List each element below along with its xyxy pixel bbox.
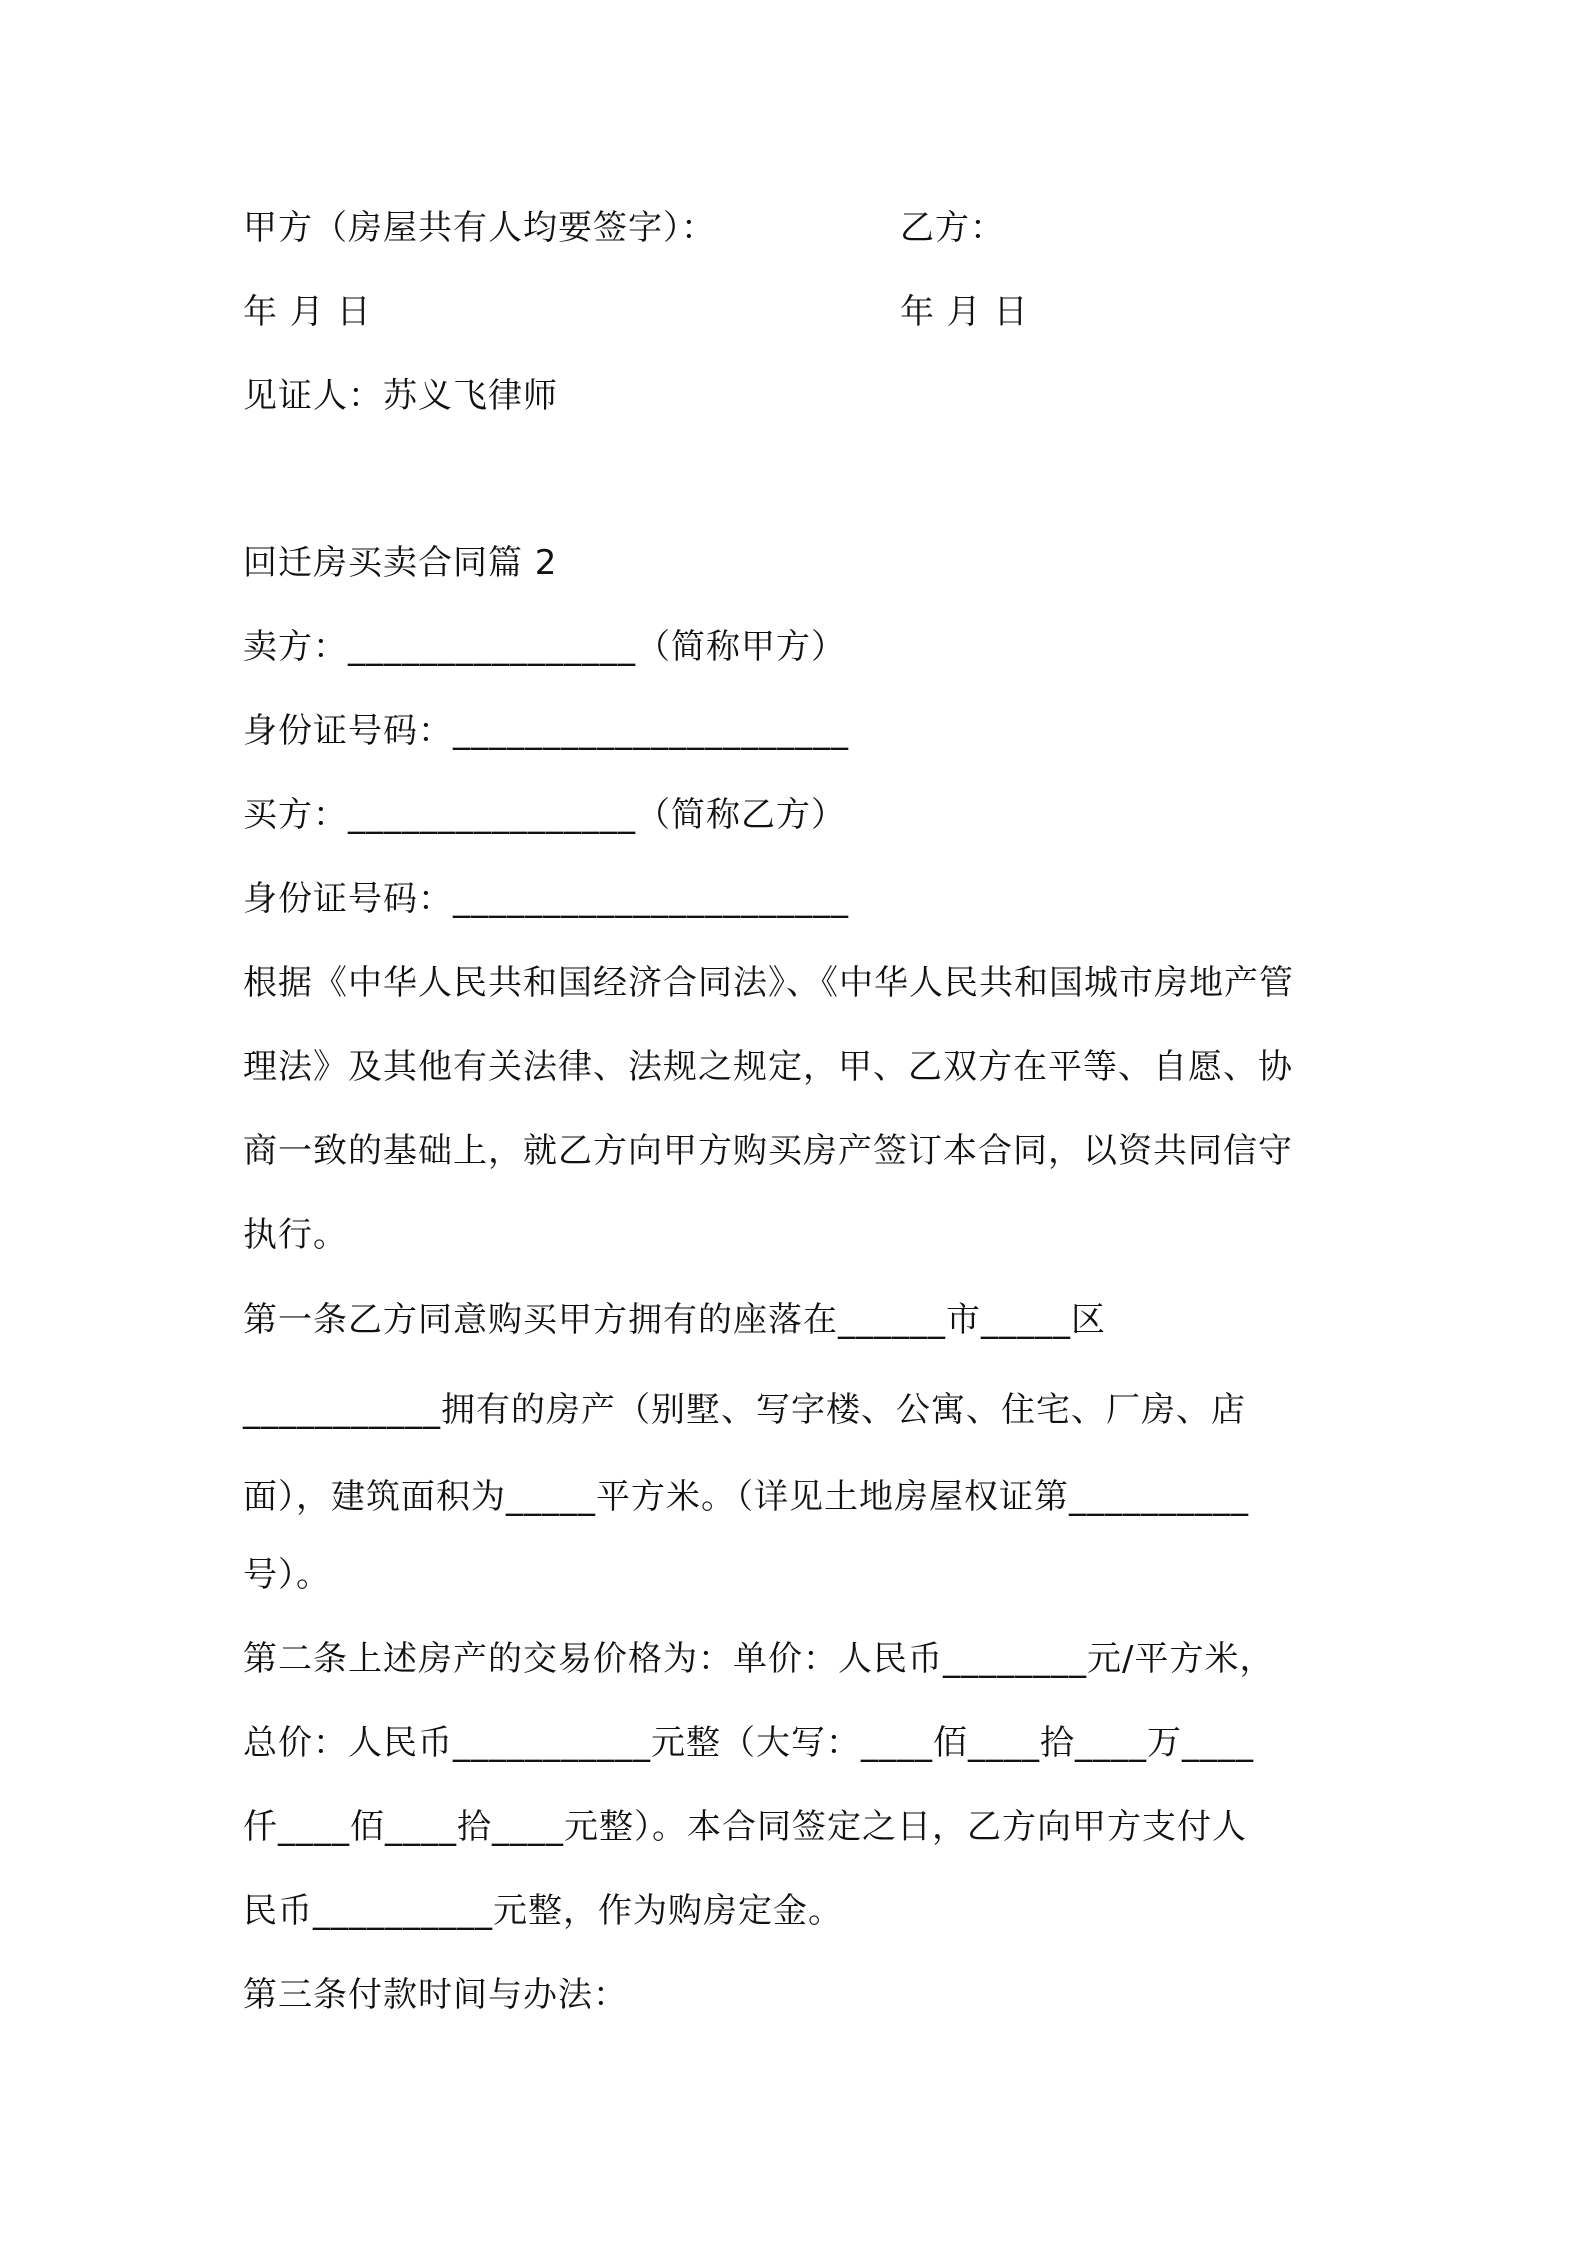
buyer-line: 买方：________________（简称乙方）: [243, 795, 846, 835]
preamble-line: 商一致的基础上，就乙方向甲方购买房产签订本合同，以资共同信守: [243, 1131, 1293, 1171]
party-a-date: 年 月 日: [243, 292, 372, 332]
preamble-line: 根据《中华人民共和国经济合同法》、《中华人民共和国城市房地产管: [243, 963, 1294, 1003]
article1-line: ___________拥有的房产（别墅、写字楼、公寓、住宅、厂房、店: [243, 1390, 1246, 1430]
article2-line: 总价：人民币___________元整（大写：____佰____拾____万____: [243, 1723, 1254, 1763]
article3-heading: 第三条付款时间与办法：: [243, 1975, 628, 2015]
preamble-line: 理法》及其他有关法律、法规之规定，甲、乙双方在平等、自愿、协: [243, 1047, 1293, 1087]
article2-line: 民币__________元整，作为购房定金。: [243, 1891, 843, 1931]
seller-id-line: 身份证号码：______________________: [243, 711, 849, 751]
party-b-signature-label: 乙方：: [900, 208, 1005, 248]
article1-line: 第一条乙方同意购买甲方拥有的座落在______市_____区: [243, 1300, 1106, 1340]
seller-line: 卖方：________________（简称甲方）: [243, 627, 846, 667]
party-a-signature-label: 甲方（房屋共有人均要签字）：: [243, 208, 716, 248]
article2-line: 仟____佰____拾____元整）。本合同签定之日，乙方向甲方支付人: [243, 1807, 1247, 1847]
preamble-line: 执行。: [243, 1215, 348, 1255]
buyer-id-line: 身份证号码：______________________: [243, 879, 849, 919]
witness-line: 见证人：苏义飞律师: [243, 376, 558, 416]
contract-title: 回迁房买卖合同篇 2: [243, 543, 558, 583]
article1-line: 号）。: [243, 1555, 331, 1595]
article1-line: 面），建筑面积为_____平方米。（详见土地房屋权证第__________: [243, 1477, 1249, 1517]
party-b-date: 年 月 日: [900, 292, 1029, 332]
article2-line: 第二条上述房产的交易价格为：单价：人民币________元/平方米，: [243, 1639, 1275, 1679]
